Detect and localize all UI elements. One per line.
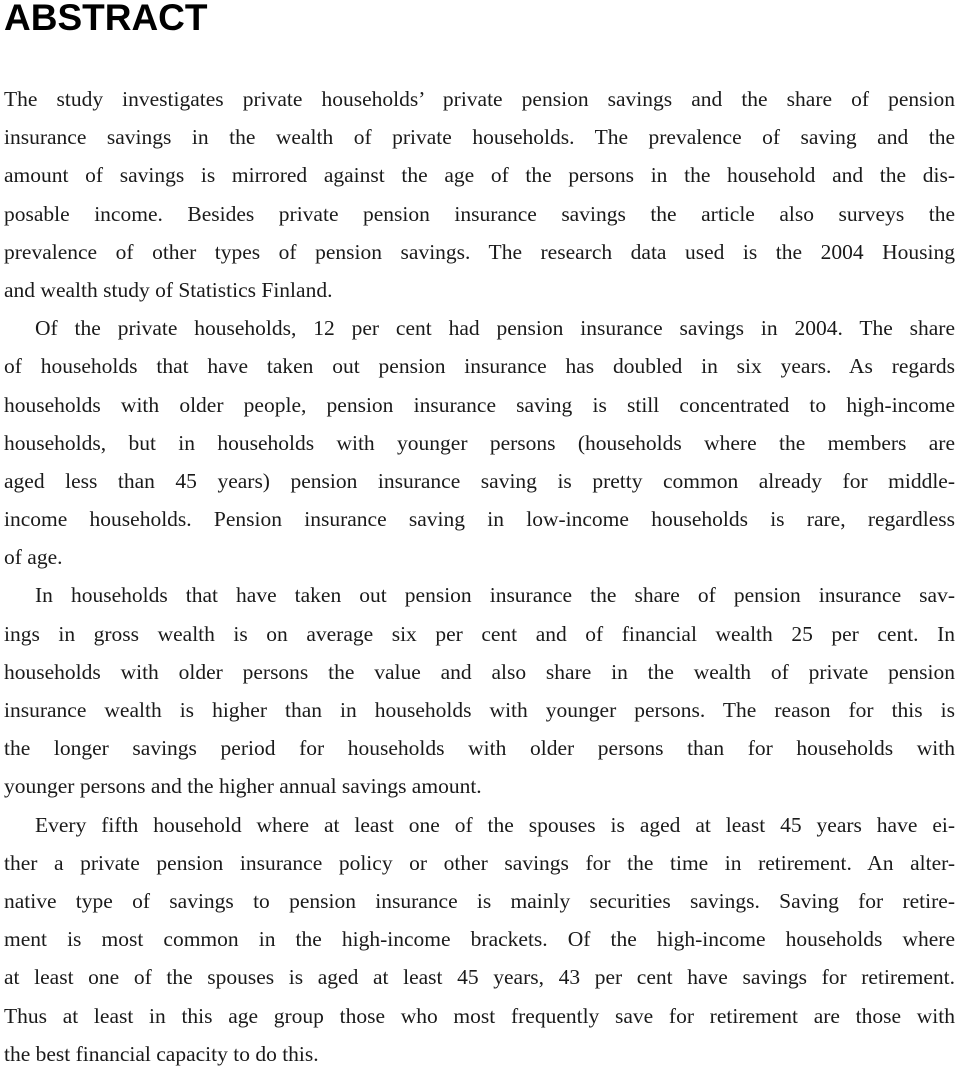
- paragraph: [4, 576, 955, 805]
- paragraph-line: The study investigates private households’ private pension savings and the share of pension: [4, 87, 955, 111]
- paragraph-line: households with older people, pension insurance saving is still concentrated to high-income: [4, 392, 955, 417]
- paragraph-line: In households that have taken out pension insurance the share of pension insurance sav-: [35, 583, 955, 608]
- paragraph: [4, 309, 955, 576]
- abstract-body: [4, 80, 955, 1073]
- paragraph-line: native type of savings to pension insurance is mainly securities savings. Saving for retire-: [4, 888, 955, 913]
- paragraph-line: ther a private pension insurance policy or other savings for the time in retirement. An alter-: [4, 850, 955, 875]
- paragraph-line: of age.: [4, 545, 63, 570]
- paragraph-line: amount of savings is mirrored against the age of the persons in the household and the dis-: [4, 163, 955, 188]
- paragraph-line: insurance wealth is higher than in households with younger persons. The reason for this is: [4, 698, 955, 722]
- paragraph-line: posable income. Besides private pension insurance savings the article also surveys the: [4, 201, 955, 226]
- paragraph-line: income households. Pension insurance saving in low-income households is rare, regardless: [4, 507, 955, 532]
- paragraph-line: the best financial capacity to do this.: [4, 1041, 319, 1066]
- paragraph-line: the longer savings period for households with older persons than for households with: [4, 736, 955, 761]
- paragraph-line: younger persons and the higher annual savings amount.: [4, 774, 482, 799]
- paragraph-line: insurance savings in the wealth of private households. The prevalence of saving and the: [4, 125, 955, 150]
- abstract-heading: ABSTRACT: [4, 0, 208, 38]
- paragraph-line: at least one of the spouses is aged at least 45 years, 43 per cent have savings for retirement.: [4, 965, 955, 990]
- paragraph-line: Of the private households, 12 per cent had pension insurance savings in 2004. The share: [35, 316, 955, 341]
- paragraph-line: Every fifth household where at least one of the spouses is aged at least 45 years have ei-: [35, 812, 955, 837]
- paragraph: [4, 80, 955, 309]
- paragraph-line: prevalence of other types of pension savings. The research data used is the 2004 Housing: [4, 239, 955, 264]
- paragraph-line: households with older persons the value and also share in the wealth of private pension: [4, 659, 955, 684]
- paragraph-line: Thus at least in this age group those who most frequently save for retirement are those with: [4, 1003, 955, 1028]
- paragraph-line: ment is most common in the high-income brackets. Of the high-income households where: [4, 927, 955, 952]
- paragraph-line: ings in gross wealth is on average six per cent and of financial wealth 25 per cent. In: [4, 621, 955, 646]
- paragraph-line: of households that have taken out pension insurance has doubled in six years. As regards: [4, 354, 955, 379]
- paragraph-line: households, but in households with younger persons (households where the members are: [4, 430, 955, 455]
- paragraph-line: aged less than 45 years) pension insurance saving is pretty common already for middle-: [4, 468, 955, 493]
- paragraph-line: and wealth study of Statistics Finland.: [4, 277, 333, 302]
- paragraph: [4, 806, 955, 1073]
